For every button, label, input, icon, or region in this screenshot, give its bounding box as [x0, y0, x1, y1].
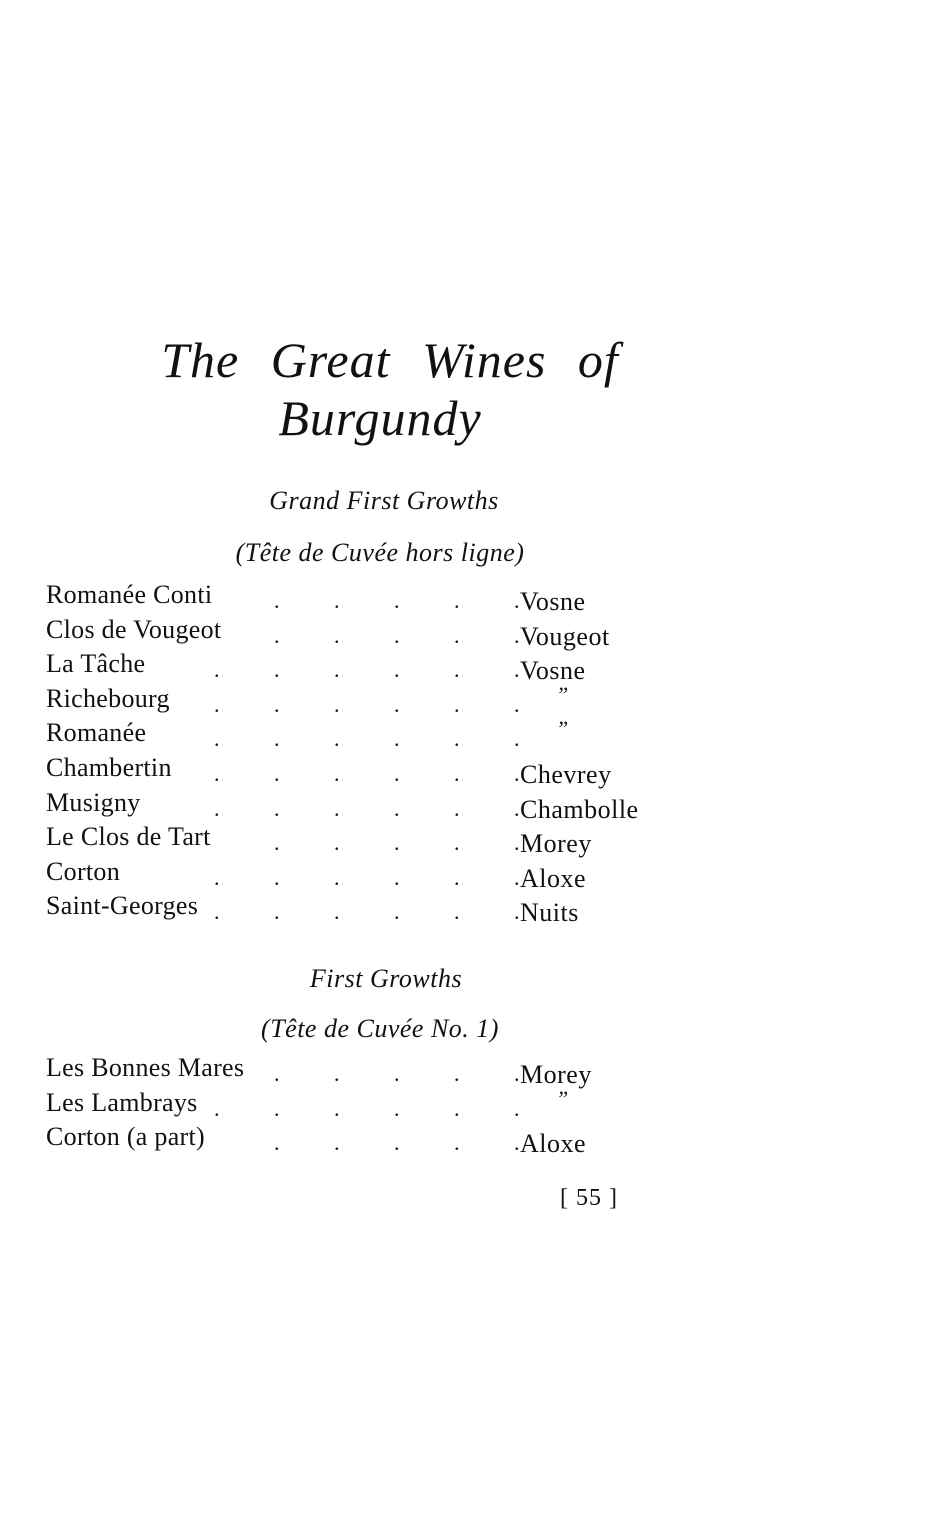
leader-dot: .: [514, 830, 520, 856]
leader-dot: .: [214, 864, 220, 890]
wine-list-first-growths: [44, 1053, 684, 1157]
wine-name: Richebourg: [46, 683, 170, 713]
leader-dot: .: [394, 760, 400, 786]
page-number: [ 55 ]: [560, 1185, 618, 1211]
leader-dot: .: [214, 760, 220, 786]
wine-commune: Aloxe: [520, 863, 587, 893]
leader-dot: .: [334, 795, 340, 821]
leader-dot: .: [454, 1061, 460, 1086]
wine-name: Musigny: [46, 787, 141, 817]
wine-commune: Chevrey: [520, 759, 612, 789]
leader-dot: .: [514, 657, 520, 683]
list-item: [44, 649, 684, 684]
leader-dot: .: [214, 899, 220, 925]
wine-commune: Morey: [520, 1060, 592, 1089]
leader-dot: .: [274, 691, 280, 717]
wine-name: Saint-Georges: [46, 891, 199, 921]
list-item: [44, 891, 684, 926]
wine-commune: Morey: [520, 829, 592, 859]
leader-dot: .: [394, 795, 400, 821]
section-subheading-hors-ligne: (Tête de Cuvée hors ligne): [235, 538, 525, 567]
wine-name: Corton (a part): [46, 1122, 206, 1152]
wine-name: Romanée Conti: [46, 580, 213, 609]
leader-dot: .: [274, 1130, 280, 1156]
wine-commune: Nuits: [520, 898, 579, 928]
leader-dot: .: [454, 864, 460, 890]
wine-name: Clos de Vougeot: [46, 614, 222, 644]
leader-dot: .: [214, 691, 220, 717]
leader-dot: .: [214, 795, 220, 821]
leader-dot: .: [274, 830, 280, 856]
ditto-mark: ”: [556, 681, 569, 707]
wine-commune: Vosne: [520, 587, 586, 616]
leader-dot: .: [334, 1061, 340, 1086]
list-item: [44, 788, 684, 823]
ditto-mark: ”: [556, 716, 569, 742]
wine-commune: Aloxe: [520, 1129, 587, 1159]
list-item: [44, 615, 684, 650]
leader-dot: .: [454, 760, 460, 786]
leader-dot: .: [334, 1095, 340, 1121]
list-item: [44, 681, 684, 719]
leader-dot: .: [394, 1061, 400, 1086]
leader-dot: .: [274, 657, 280, 683]
leader-dot: .: [274, 1095, 280, 1121]
leader-dot: .: [394, 657, 400, 683]
leader-dot: .: [274, 1061, 280, 1086]
leader-dot: .: [514, 691, 520, 717]
leader-dot: .: [274, 588, 280, 613]
leader-dot: .: [334, 760, 340, 786]
leader-dot: .: [334, 588, 340, 613]
list-item: [44, 1122, 684, 1157]
leader-dot: .: [454, 899, 460, 925]
list-item: [44, 580, 684, 615]
leader-dot: .: [394, 588, 400, 613]
leader-dot: .: [394, 899, 400, 925]
leader-dot: .: [514, 899, 520, 925]
leader-dot: .: [274, 760, 280, 786]
leader-dot: .: [214, 657, 220, 683]
wine-name: La Tâche: [46, 649, 146, 679]
leader-dot: .: [454, 622, 460, 648]
leader-dot: .: [274, 864, 280, 890]
leader-dot: .: [454, 691, 460, 717]
leader-dot: .: [274, 899, 280, 925]
leader-dot: .: [394, 1130, 400, 1156]
leader-dot: .: [334, 691, 340, 717]
wine-name: Les Bonnes Mares: [46, 1053, 245, 1082]
leader-dot: .: [514, 795, 520, 821]
leader-dot: .: [334, 657, 340, 683]
leader-dot: .: [514, 1061, 520, 1086]
leader-dot: .: [274, 795, 280, 821]
leader-dot: .: [334, 899, 340, 925]
wine-name: Les Lambrays: [46, 1087, 198, 1117]
leader-dot: .: [394, 1095, 400, 1121]
wine-name: Romanée: [46, 718, 147, 748]
ditto-mark: ”: [556, 1085, 569, 1111]
leader-dot: .: [514, 622, 520, 648]
wine-name: Corton: [46, 856, 121, 886]
wine-commune: Chambolle: [520, 794, 639, 824]
leader-dot: .: [454, 795, 460, 821]
leader-dot: .: [454, 588, 460, 613]
leader-dot: .: [514, 1130, 520, 1156]
wine-name: Le Clos de Tart: [46, 822, 211, 852]
section-heading-first-growths: First Growths: [309, 964, 463, 993]
wine-commune: Vougeot: [520, 621, 610, 651]
list-item: [44, 718, 684, 753]
leader-dot: .: [394, 622, 400, 648]
list-item: [44, 753, 684, 788]
section-heading-grand-first-growths: Grand First Growths: [269, 486, 499, 515]
list-item: [44, 1085, 684, 1123]
leader-dot: .: [274, 622, 280, 648]
leader-dot: .: [334, 622, 340, 648]
list-item: [44, 857, 684, 892]
page-title-line-2: Burgundy: [278, 390, 482, 446]
wine-name: Chambertin: [46, 752, 172, 782]
leader-dot: .: [454, 657, 460, 683]
leader-dot: .: [454, 830, 460, 856]
leader-dot: .: [274, 726, 280, 752]
leader-dot: .: [214, 1095, 220, 1121]
leader-dot: .: [514, 588, 520, 613]
leader-dot: .: [214, 726, 220, 752]
leader-dot: .: [334, 864, 340, 890]
list-item: [44, 1053, 684, 1088]
wine-list-grand-first-growths: [44, 580, 684, 926]
leader-dot: .: [454, 726, 460, 752]
leader-dot: .: [514, 1095, 520, 1121]
section-subheading-no-1: (Tête de Cuvée No. 1): [261, 1014, 499, 1043]
leader-dot: .: [334, 726, 340, 752]
leader-dot: .: [394, 726, 400, 752]
leader-dot: .: [454, 1095, 460, 1121]
leader-dot: .: [394, 864, 400, 890]
list-item: [44, 822, 684, 857]
wine-commune: Vosne: [520, 656, 586, 686]
leader-dot: .: [334, 830, 340, 856]
leader-dot: .: [334, 1130, 340, 1156]
leader-dot: .: [514, 726, 520, 752]
leader-dot: .: [394, 691, 400, 717]
page-title-line-1: The Great Wines of: [161, 332, 619, 388]
leader-dot: .: [514, 864, 520, 890]
leader-dot: .: [514, 760, 520, 786]
leader-dot: .: [394, 830, 400, 856]
leader-dot: .: [454, 1130, 460, 1156]
